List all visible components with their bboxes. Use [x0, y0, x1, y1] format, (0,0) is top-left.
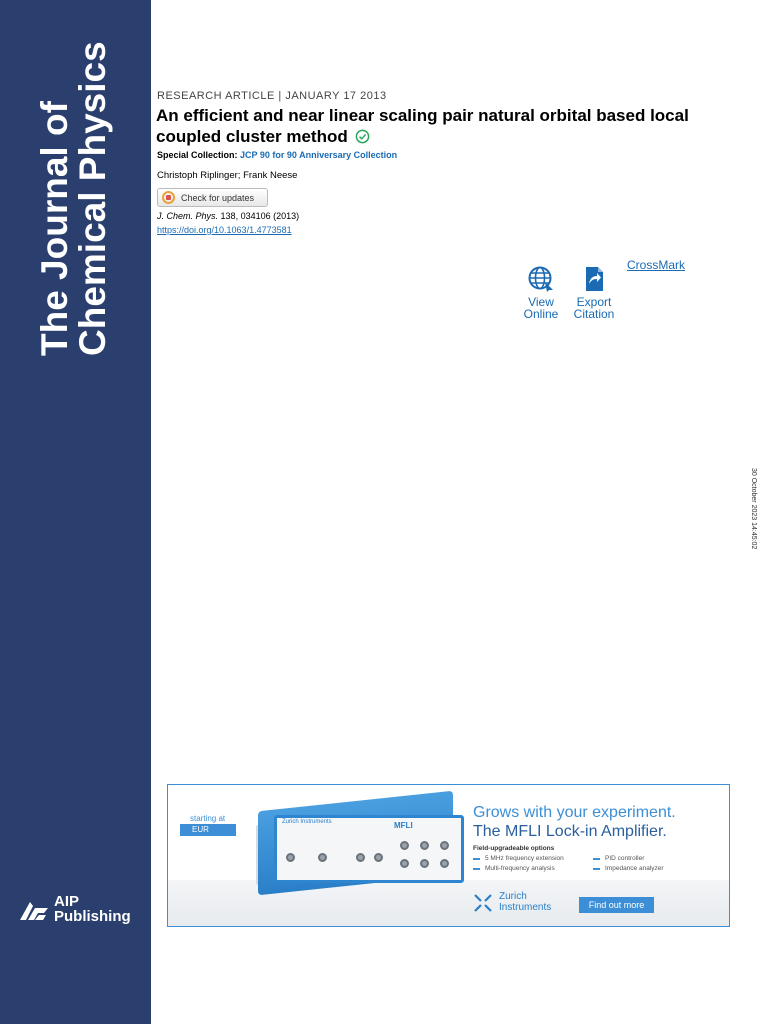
special-collection-link[interactable]: JCP 90 for 90 Anniversary Collection: [240, 150, 398, 160]
export-citation-icon: [580, 265, 608, 293]
export-citation-line2: Citation: [573, 307, 615, 321]
view-online-line1: View: [528, 295, 554, 309]
ad-connector-8: [400, 859, 409, 868]
ad-connector-6: [420, 841, 429, 850]
view-online-button[interactable]: [517, 265, 565, 320]
find-out-more-button[interactable]: Find out more: [579, 897, 654, 913]
ad-device-front-panel: [274, 815, 464, 883]
aip-publishing-logo[interactable]: [18, 894, 148, 928]
ad-connector-2: [318, 853, 327, 862]
special-collection: [157, 150, 397, 160]
article-meta: [157, 90, 387, 102]
check-updates-icon: [162, 191, 175, 204]
ad-connector-3: [356, 853, 365, 862]
authors[interactable]: Christoph Riplinger; Frank Neese: [157, 170, 298, 181]
aip-logo-line1: AIP: [54, 893, 80, 910]
meta-separator: |: [278, 90, 282, 102]
view-online-line2: Online: [523, 307, 559, 321]
journal-title-line1: The Journal of: [34, 101, 75, 356]
globe-icon: [527, 265, 555, 293]
zurich-instruments-logo-icon: [473, 893, 493, 913]
journal-title-line2: Chemical Physics: [72, 41, 113, 356]
ad-connector-4: [374, 853, 383, 862]
ad-price-tag: EUR 6.360,-: [180, 824, 236, 836]
ad-connector-5: [400, 841, 409, 850]
special-collection-label: Special Collection:: [157, 150, 238, 160]
ad-option-item: Impedance analyzer: [593, 865, 664, 872]
check-updates-label: Check for updates: [181, 192, 255, 203]
article-type: RESEARCH ARTICLE: [157, 90, 275, 102]
ad-connector-10: [440, 859, 449, 868]
journal-sidebar: [0, 0, 151, 1024]
citation-details: 138, 034106 (2013): [220, 211, 300, 221]
advertisement-banner[interactable]: [167, 784, 730, 927]
export-citation-line1: Export: [576, 295, 612, 309]
check-for-updates-button[interactable]: [157, 188, 268, 207]
ad-starting-at: starting at: [190, 814, 226, 823]
ad-headline-line2: The MFLI Lock-in Amplifier.: [473, 823, 667, 840]
aip-logo-text: [54, 894, 131, 924]
verified-check-icon: [355, 129, 370, 144]
journal-title: [34, 41, 113, 356]
zi-logo-line2: Instruments: [499, 902, 552, 913]
ad-option-item: 5 MHz frequency extension: [473, 855, 564, 862]
article-title: An efficient and near linear scaling pair natural orbital based local coupled cluster method: [156, 106, 689, 146]
crossmark-link[interactable]: CrossMark: [627, 258, 686, 272]
export-citation-button[interactable]: [570, 265, 618, 320]
article-date: JANUARY 17 2013: [285, 90, 387, 102]
ad-headline: [473, 803, 676, 841]
doi-link[interactable]: https://doi.org/10.1063/1.4773581: [157, 225, 292, 235]
ad-device-brand: Zurich Instruments: [282, 819, 332, 825]
aip-logo-line2: Publishing: [54, 908, 131, 925]
ad-headline-line1: Grows with your experiment.: [473, 804, 676, 821]
ad-connector-1: [286, 853, 295, 862]
journal-abbrev: J. Chem. Phys.: [157, 211, 219, 221]
citation: [157, 211, 299, 221]
ad-option-item: Multi-frequency analysis: [473, 865, 555, 872]
zi-logo-line1: Zurich: [499, 891, 527, 902]
ad-option-item: PID controller: [593, 855, 644, 862]
download-timestamp: 30 October 2023 14:45:02: [750, 468, 757, 550]
article-title-block: [156, 105, 696, 147]
aip-logo-icon: [18, 898, 50, 922]
ad-options-title: Field-upgradeable options: [473, 845, 555, 852]
ad-connector-7: [440, 841, 449, 850]
ad-connector-9: [420, 859, 429, 868]
ad-device-model: MFLI: [394, 821, 413, 830]
zurich-instruments-logo-text: [499, 891, 551, 913]
